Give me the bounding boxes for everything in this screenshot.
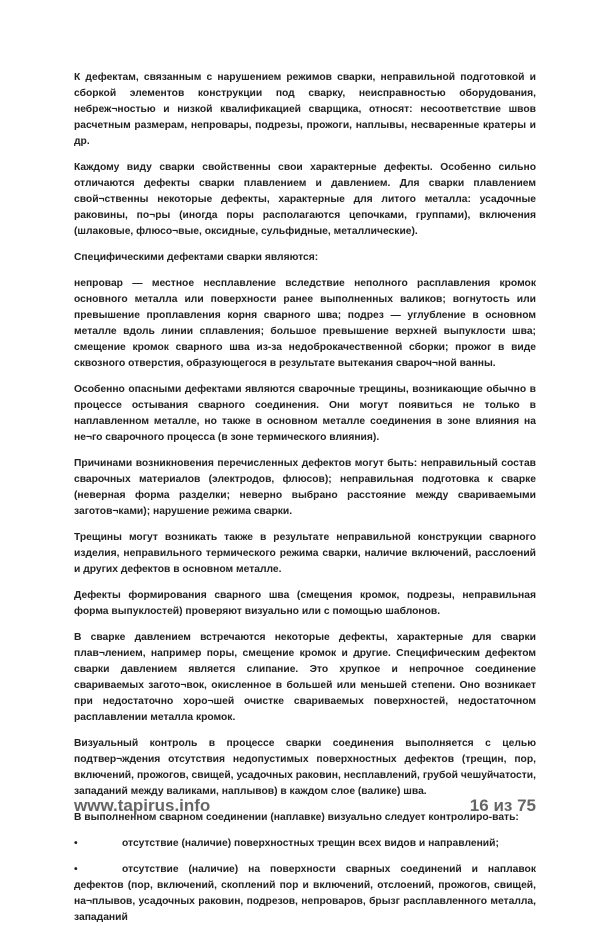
page-current: 16	[469, 796, 489, 815]
paragraph: Дефекты формирования сварного шва (смещения кромок, подрезы, неправильная форма выпуклостей) проверяют визуально или с помощью шаблонов.	[74, 590, 536, 617]
paragraph: Визуальный контроль в процессе сварки соединения выполняется с целью подтвер¬ждения отсутствия недопустимых поверхностных дефектов (трещин, пор, включений, прожогов, свищей, усадочных раковин, несплавлений, грубой чешуйчатости, западаний между валиками, наплывов) в каждом слое (валике) шва.	[74, 738, 536, 797]
bullet-item	[74, 862, 536, 926]
paragraph: Причинами возникновения перечисленных дефектов могут быть: неправильный состав сварочных материалов (электродов, флюсов); неправильная подготовка к сварке (неверная форма разделки; неверно выбрано расстояние между свариваемыми заготов¬ками); нарушение режима сварки.	[74, 458, 536, 517]
bullet-icon: •	[74, 838, 78, 849]
paragraph-heading: Специфическими дефектами сварки являются:	[74, 252, 319, 263]
page-total: 75	[517, 796, 536, 815]
bullet-item	[74, 836, 536, 852]
page-number	[470, 796, 536, 816]
paragraph: К дефектам, связанным с нарушением режимов сварки, неправильной подготовкой и сборкой элементов конструкции под сварку, неисправностью оборудования, небреж¬ностью и низкой квалификацией сварщика, относят: несоответствие швов расчетным размерам, непровары, подрезы, прожоги, наплывы, несваренные кратеры и др.	[74, 72, 536, 147]
paragraph: Особенно опасными дефектами являются сварочные трещины, возникающие обычно в процессе остывания сварного соединения. Они могут появиться не только в наплавленном металле, но также в основном металле соединения в зоне влияния на не¬го сварочного процесса (в зоне термического влияния).	[74, 384, 536, 443]
paragraph: В выполненном сварном соединении (наплавке) визуально следует контролиро-вать:	[74, 812, 519, 823]
bullet-text: отсутствие (наличие) поверхностных трещин всех видов и направлений;	[122, 838, 499, 849]
bullet-text: отсутствие (наличие) на поверхности сварных соединений и наплавок дефектов (пор, включений, скоплений пор и включений, отслоений, прожогов, свищей, на¬плывов, усадочных раковин, подрезов, непроваров, брызг расплавленного металла, западаний	[74, 864, 536, 923]
paragraph: непровар — местное несплавление вследствие неполного расплавления кромок основного металла или поверхности ранее выполненных валиков; вогнутость или превышение проплавления корня сварного шва; подрез — углубление в основном металле вдоль линии сплавления; большое превышение верхней выпуклости шва; смещение кромок сварного шва из-за недоброкачественной сборки; прожог в виде сквозного отверстия, образующегося в результате вытекания свароч¬ной ванны.	[74, 278, 536, 369]
footer-site-link[interactable]: www.tapirus.info	[74, 796, 211, 815]
page-separator: из	[493, 796, 513, 815]
paragraph: Каждому виду сварки свойственны свои характерные дефекты. Особенно сильно отличаются дефекты сварки плавлением и давлением. Для сварки плавлением свой¬ственны некоторые дефекты, характерные для литого металла: усадочные раковины, по¬ры (иногда поры располагаются цепочками, группами), включения (шлаковые, флюсо¬вые, оксидные, сульфидные, металлические).	[74, 162, 536, 237]
paragraph: В сварке давлением встречаются некоторые дефекты, характерные для сварки плав¬лением, например поры, смещение кромок и другие. Специфическим дефектом сварки давлением является слипание. Это хрупкое и непрочное соединение свариваемых загото¬вок, окисленное в большей или меньшей степени. Оно возникает при недостаточно хоро¬шей очистке свариваемых поверхностей, недостаточном расплавлении металла кромок.	[74, 632, 536, 723]
paragraph: Трещины могут возникать также в результате неправильной конструкции сварного изделия, неправильного термического режима сварки, наличие включений, расслоений и других дефектов в основном металле.	[74, 532, 536, 575]
bullet-icon: •	[74, 864, 78, 875]
